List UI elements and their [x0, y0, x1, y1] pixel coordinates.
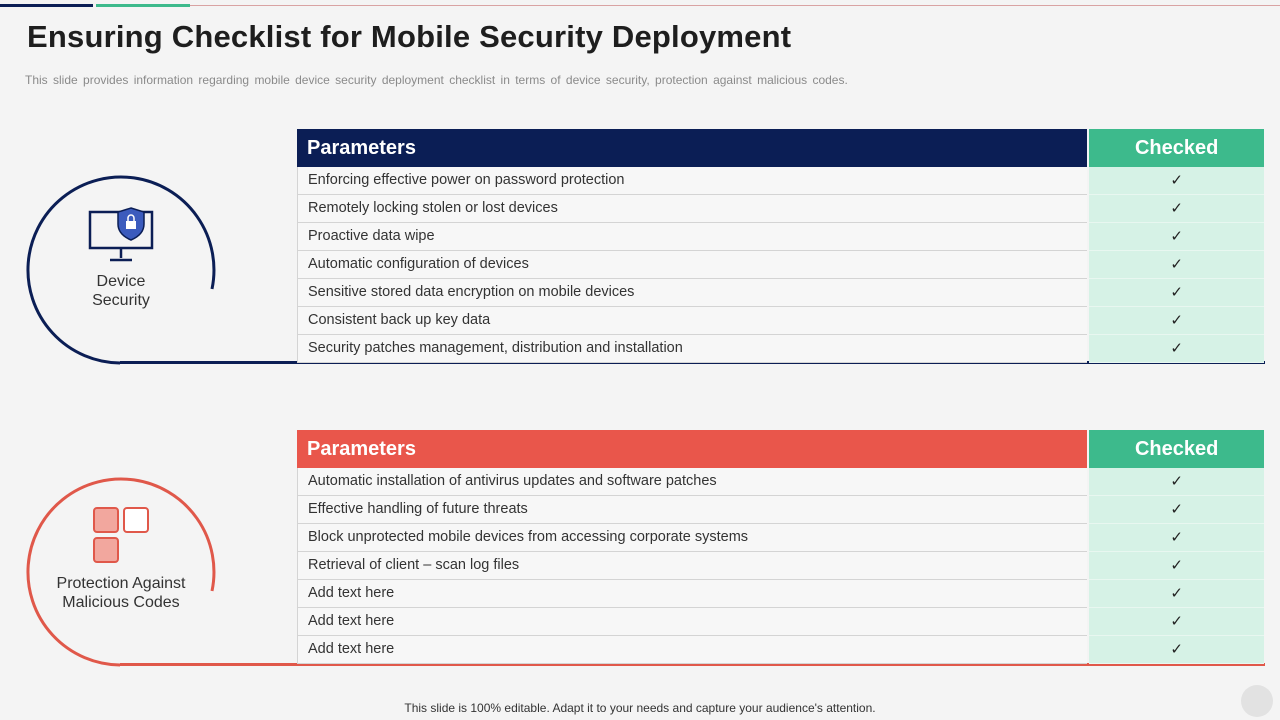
- table-header: [297, 129, 1264, 167]
- param-cell: Effective handling of future threats: [297, 496, 1087, 524]
- page-indicator: [1241, 685, 1273, 717]
- label-line: Security: [92, 292, 150, 309]
- accent-bar-navy: [0, 4, 93, 7]
- table-header: [297, 430, 1264, 468]
- param-cell: Remotely locking stolen or lost devices: [297, 195, 1087, 223]
- table-row: [297, 195, 1264, 223]
- param-cell: Retrieval of client – scan log files: [297, 552, 1087, 580]
- header-checked: Checked: [1089, 430, 1264, 468]
- device-security-table: [297, 129, 1264, 363]
- param-cell: Add text here: [297, 608, 1087, 636]
- label-line: Malicious Codes: [62, 594, 180, 611]
- header-parameters: Parameters: [297, 129, 1087, 167]
- check-mark-icon: ✓: [1089, 307, 1264, 335]
- table-row: [297, 251, 1264, 279]
- page-subtitle: This slide provides information regarding mobile device security deployment checklist in terms of device security, protection against malicious codes.: [25, 73, 848, 87]
- malicious-codes-label: [27, 574, 215, 612]
- check-mark-icon: ✓: [1089, 195, 1264, 223]
- table-row: [297, 580, 1264, 608]
- footer-note: This slide is 100% editable. Adapt it to your needs and capture your audience's attention.: [404, 701, 876, 715]
- table-row: [297, 552, 1264, 580]
- check-mark-icon: ✓: [1089, 251, 1264, 279]
- label-line: Protection Against: [56, 575, 186, 592]
- check-mark-icon: ✓: [1089, 335, 1264, 363]
- param-cell: Add text here: [297, 636, 1087, 664]
- check-mark-icon: ✓: [1089, 279, 1264, 307]
- table-row: [297, 167, 1264, 195]
- device-security-label: [27, 272, 215, 310]
- check-mark-icon: ✓: [1089, 636, 1264, 664]
- malicious-codes-arc: [25, 476, 221, 668]
- param-cell: Proactive data wipe: [297, 223, 1087, 251]
- param-cell: Enforcing effective power on password protection: [297, 167, 1087, 195]
- param-cell: Sensitive stored data encryption on mobile devices: [297, 279, 1087, 307]
- param-cell: Consistent back up key data: [297, 307, 1087, 335]
- param-cell: Block unprotected mobile devices from accessing corporate systems: [297, 524, 1087, 552]
- param-cell: Automatic installation of antivirus updates and software patches: [297, 468, 1087, 496]
- param-cell: Automatic configuration of devices: [297, 251, 1087, 279]
- table-row: [297, 223, 1264, 251]
- accent-bar-teal: [96, 4, 190, 7]
- check-mark-icon: ✓: [1089, 496, 1264, 524]
- page-title: Ensuring Checklist for Mobile Security Deployment: [27, 19, 792, 54]
- check-mark-icon: ✓: [1089, 552, 1264, 580]
- check-mark-icon: ✓: [1089, 223, 1264, 251]
- table-row: [297, 636, 1264, 664]
- check-mark-icon: ✓: [1089, 468, 1264, 496]
- table-row: [297, 496, 1264, 524]
- table-row: [297, 608, 1264, 636]
- header-checked: Checked: [1089, 129, 1264, 167]
- device-security-arc: [25, 174, 221, 366]
- param-cell: Security patches management, distribution and installation: [297, 335, 1087, 363]
- check-mark-icon: ✓: [1089, 167, 1264, 195]
- check-mark-icon: ✓: [1089, 580, 1264, 608]
- table-row: [297, 307, 1264, 335]
- header-parameters: Parameters: [297, 430, 1087, 468]
- param-cell: Add text here: [297, 580, 1087, 608]
- app-blocks-icon: [92, 506, 152, 564]
- table-row: [297, 279, 1264, 307]
- check-mark-icon: ✓: [1089, 524, 1264, 552]
- monitor-lock-icon: [88, 206, 154, 264]
- top-rule: [190, 5, 1280, 6]
- table-row: [297, 335, 1264, 363]
- table-row: [297, 524, 1264, 552]
- label-line: Device: [96, 273, 146, 290]
- check-mark-icon: ✓: [1089, 608, 1264, 636]
- table-row: [297, 468, 1264, 496]
- malicious-codes-table: [297, 430, 1264, 664]
